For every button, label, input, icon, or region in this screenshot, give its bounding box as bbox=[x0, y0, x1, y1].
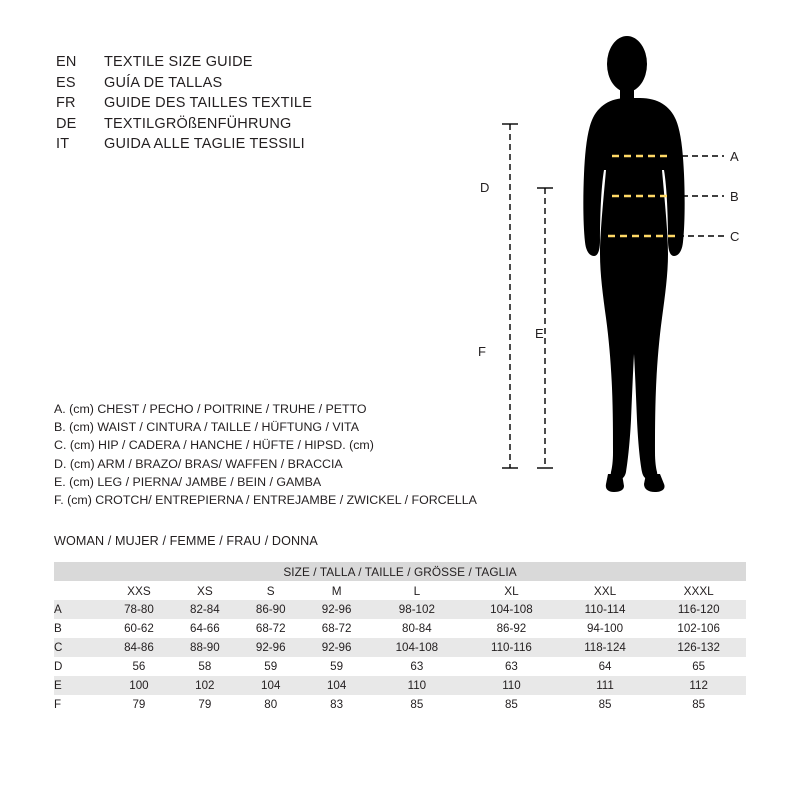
title-lang-fr: FR bbox=[56, 95, 76, 111]
cell-d-s: 59 bbox=[238, 657, 304, 676]
label-a: A bbox=[730, 149, 739, 164]
cell-b-xl: 86-92 bbox=[464, 619, 559, 638]
table-row bbox=[54, 600, 746, 619]
cell-a-xxs: 78-80 bbox=[106, 600, 172, 619]
table-row bbox=[54, 657, 746, 676]
title-lang-es: ES bbox=[56, 74, 76, 91]
cell-f-xxs: 79 bbox=[106, 695, 172, 714]
header-cell-s: S bbox=[238, 581, 304, 600]
title-text-it: GUIDA ALLE TAGLIE TESSILI bbox=[104, 136, 305, 152]
cell-e-xs: 102 bbox=[172, 676, 238, 695]
cell-e-xl: 110 bbox=[464, 676, 559, 695]
table-title: SIZE / TALLA / TAILLE / GRÖSSE / TAGLIA bbox=[54, 562, 746, 581]
cell-e-l: 110 bbox=[370, 676, 465, 695]
cell-c-xxs: 84-86 bbox=[106, 638, 172, 657]
cell-b-xs: 64-66 bbox=[172, 619, 238, 638]
cell-c-xs: 88-90 bbox=[172, 638, 238, 657]
legend-item-d: D. (cm) ARM / BRAZO/ BRAS/ WAFFEN / BRACCIA bbox=[54, 456, 343, 471]
header-cell-m: M bbox=[304, 581, 370, 600]
cell-d-m: 59 bbox=[304, 657, 370, 676]
header-cell-xs: XS bbox=[172, 581, 238, 600]
female-silhouette-icon bbox=[583, 36, 684, 492]
table-header-row bbox=[54, 581, 746, 600]
cell-d-xxxl: 65 bbox=[651, 657, 746, 676]
cell-c-xxxl: 126-132 bbox=[651, 638, 746, 657]
label-d: D bbox=[480, 180, 490, 195]
header-cell-xl: XL bbox=[464, 581, 559, 600]
cell-f-xl: 85 bbox=[464, 695, 559, 714]
row-label-a: A bbox=[54, 600, 106, 619]
label-c: C bbox=[730, 229, 740, 244]
cell-e-s: 104 bbox=[238, 676, 304, 695]
label-b: B bbox=[730, 189, 739, 204]
cell-c-m: 92-96 bbox=[304, 638, 370, 657]
cell-a-s: 86-90 bbox=[238, 600, 304, 619]
size-table-wrap bbox=[54, 562, 746, 714]
row-label-e: E bbox=[54, 676, 106, 695]
title-row-it bbox=[56, 134, 476, 155]
cell-b-xxs: 60-62 bbox=[106, 619, 172, 638]
cell-a-xxxl: 116-120 bbox=[651, 600, 746, 619]
row-label-b: B bbox=[54, 619, 106, 638]
cell-d-l: 63 bbox=[370, 657, 465, 676]
legend-item-f: F. (cm) CROTCH/ ENTREPIERNA / ENTREJAMBE / ZWICKEL / FORCELLA bbox=[54, 493, 477, 508]
legend-block bbox=[54, 400, 534, 509]
title-row-en bbox=[56, 52, 476, 73]
cell-d-xxs: 56 bbox=[106, 657, 172, 676]
gender-line: WOMAN / MUJER / FEMME / FRAU / DONNA bbox=[54, 534, 318, 548]
cell-c-l: 104-108 bbox=[370, 638, 465, 657]
cell-b-xxl: 94-100 bbox=[559, 619, 652, 638]
title-text-en: TEXTILE SIZE GUIDE bbox=[104, 54, 253, 70]
title-row-es bbox=[56, 73, 476, 94]
table-row bbox=[54, 619, 746, 638]
title-block bbox=[56, 52, 476, 155]
header-cell-blank bbox=[54, 581, 106, 600]
cell-f-s: 80 bbox=[238, 695, 304, 714]
cell-c-xl: 110-116 bbox=[464, 638, 559, 657]
cell-c-s: 92-96 bbox=[238, 638, 304, 657]
row-label-d: D bbox=[54, 657, 106, 676]
header-cell-l: L bbox=[370, 581, 465, 600]
header-cell-xxs: XXS bbox=[106, 581, 172, 600]
cell-d-xl: 63 bbox=[464, 657, 559, 676]
cell-a-xxl: 110-114 bbox=[559, 600, 652, 619]
cell-c-xxl: 118-124 bbox=[559, 638, 652, 657]
title-text-es: GUÍA DE TALLAS bbox=[104, 74, 223, 91]
title-lang-en: EN bbox=[56, 54, 77, 70]
cell-a-m: 92-96 bbox=[304, 600, 370, 619]
header-cell-xxxl: XXXL bbox=[651, 581, 746, 600]
title-row-fr bbox=[56, 93, 476, 114]
legend-item-b: B. (cm) WAIST / CINTURA / TAILLE / HÜFTUNG / VITA bbox=[54, 420, 359, 435]
title-row-de bbox=[56, 114, 476, 135]
title-lang-de: DE bbox=[56, 115, 77, 132]
cell-f-xxxl: 85 bbox=[651, 695, 746, 714]
title-lang-it: IT bbox=[56, 136, 70, 152]
header-cell-xxl: XXL bbox=[559, 581, 652, 600]
cell-d-xxl: 64 bbox=[559, 657, 652, 676]
cell-f-m: 83 bbox=[304, 695, 370, 714]
legend-item-e: E. (cm) LEG / PIERNA/ JAMBE / BEIN / GAMBA bbox=[54, 474, 322, 489]
cell-e-xxxl: 112 bbox=[651, 676, 746, 695]
title-text-de: TEXTILGRÖßENFÜHRUNG bbox=[104, 115, 292, 132]
legend-item-c: C. (cm) HIP / CADERA / HANCHE / HÜFTE / HIPSD. (cm) bbox=[54, 438, 374, 453]
cell-e-xxs: 100 bbox=[106, 676, 172, 695]
cell-f-xs: 79 bbox=[172, 695, 238, 714]
cell-a-l: 98-102 bbox=[370, 600, 465, 619]
title-text-fr: GUIDE DES TAILLES TEXTILE bbox=[104, 95, 313, 111]
cell-a-xs: 82-84 bbox=[172, 600, 238, 619]
size-table bbox=[54, 562, 746, 714]
legend-item-a: A. (cm) CHEST / PECHO / POITRINE / TRUHE / PETTO bbox=[54, 402, 367, 416]
cell-d-xs: 58 bbox=[172, 657, 238, 676]
cell-b-m: 68-72 bbox=[304, 619, 370, 638]
table-row bbox=[54, 638, 746, 657]
table-title-row bbox=[54, 562, 746, 581]
cell-f-l: 85 bbox=[370, 695, 465, 714]
cell-e-m: 104 bbox=[304, 676, 370, 695]
row-label-f: F bbox=[54, 695, 106, 714]
row-label-c: C bbox=[54, 638, 106, 657]
cell-f-xxl: 85 bbox=[559, 695, 652, 714]
cell-e-xxl: 111 bbox=[559, 676, 652, 695]
label-f: F bbox=[478, 344, 486, 359]
label-e: E bbox=[535, 326, 544, 341]
table-row bbox=[54, 695, 746, 714]
table-row bbox=[54, 676, 746, 695]
cell-b-l: 80-84 bbox=[370, 619, 465, 638]
cell-b-s: 68-72 bbox=[238, 619, 304, 638]
cell-b-xxxl: 102-106 bbox=[651, 619, 746, 638]
cell-a-xl: 104-108 bbox=[464, 600, 559, 619]
